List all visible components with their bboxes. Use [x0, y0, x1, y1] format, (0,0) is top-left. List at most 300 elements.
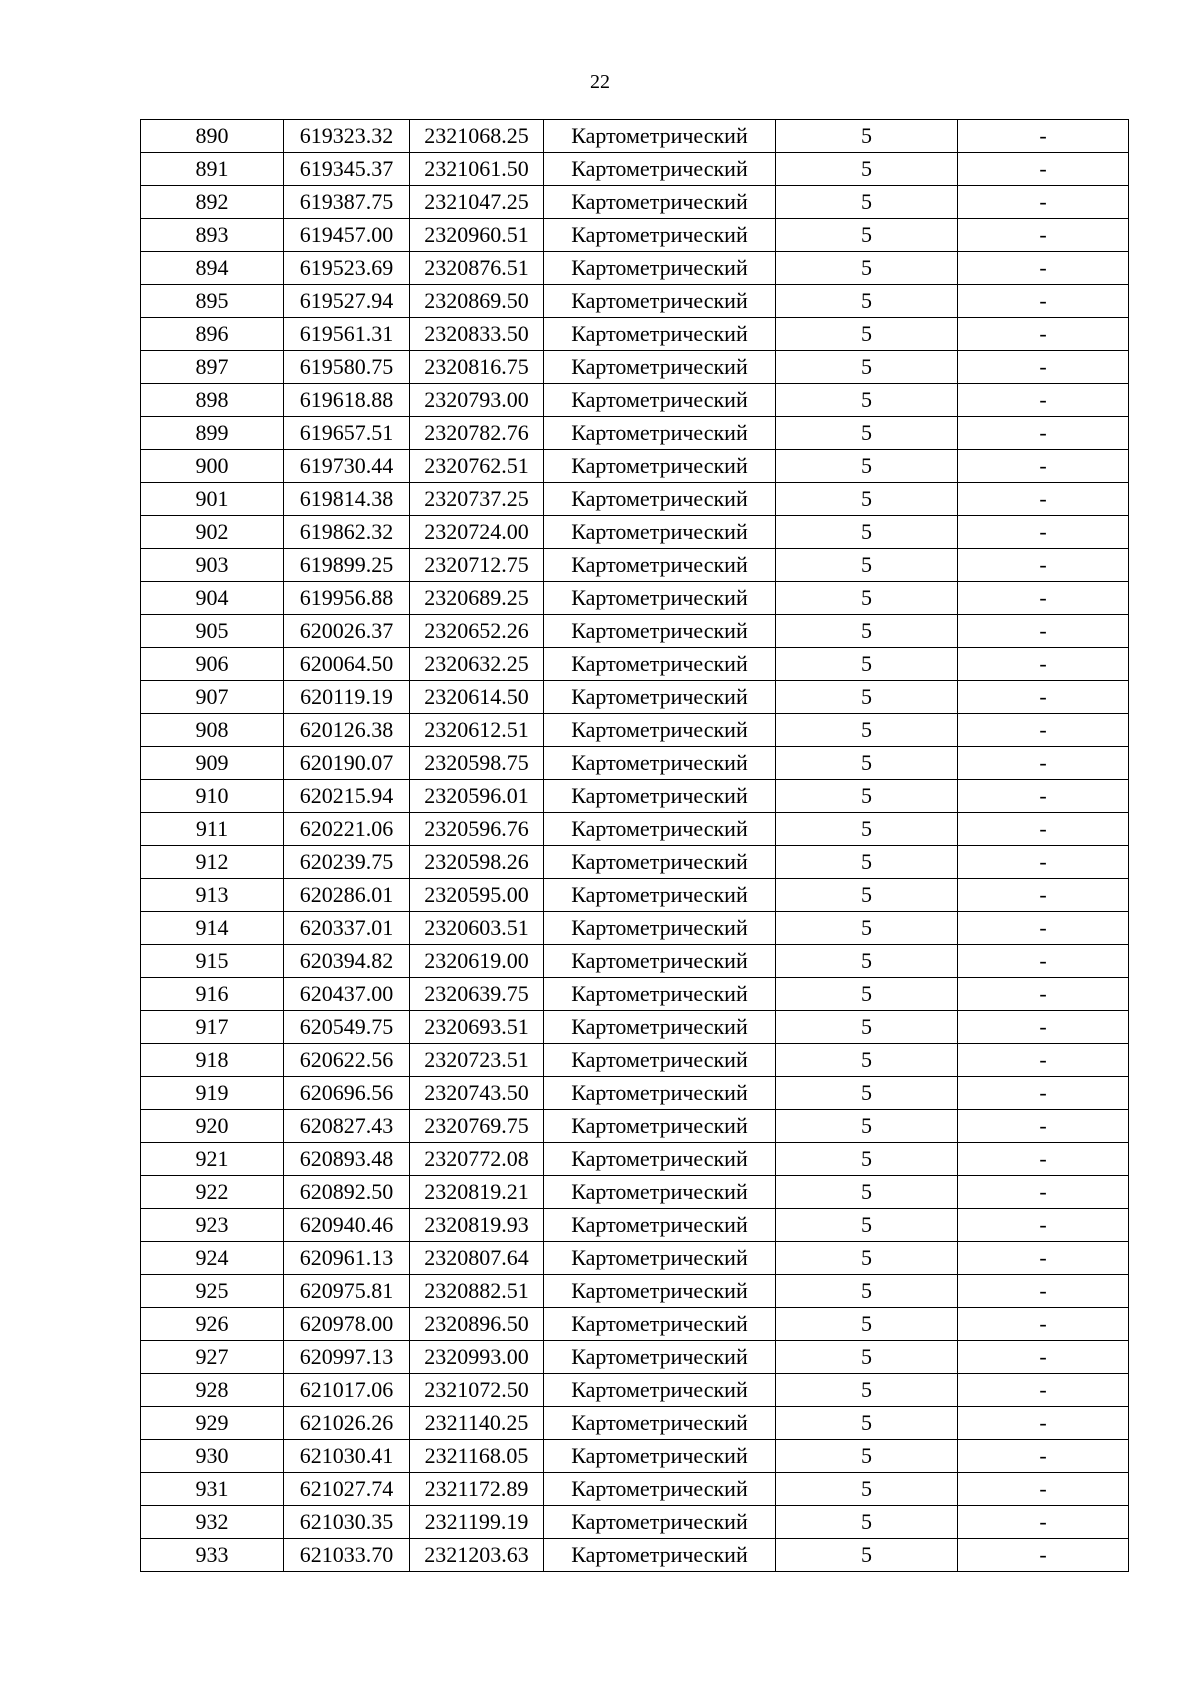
description-cell: - — [958, 582, 1129, 615]
description-cell: - — [958, 384, 1129, 417]
description-cell: - — [958, 318, 1129, 351]
method-cell: Картометрический — [544, 120, 776, 153]
accuracy-cell: 5 — [776, 1077, 958, 1110]
x-coordinate-cell: 619956.88 — [284, 582, 410, 615]
point-number-cell: 891 — [141, 153, 284, 186]
method-cell: Картометрический — [544, 1539, 776, 1572]
point-number-cell: 929 — [141, 1407, 284, 1440]
table-row — [141, 681, 1129, 714]
point-number-cell: 918 — [141, 1044, 284, 1077]
accuracy-cell: 5 — [776, 153, 958, 186]
y-coordinate-cell: 2321199.19 — [410, 1506, 544, 1539]
y-coordinate-cell: 2320596.01 — [410, 780, 544, 813]
accuracy-cell: 5 — [776, 747, 958, 780]
accuracy-cell: 5 — [776, 780, 958, 813]
table-row — [141, 351, 1129, 384]
x-coordinate-cell: 621026.26 — [284, 1407, 410, 1440]
y-coordinate-cell: 2320712.75 — [410, 549, 544, 582]
x-coordinate-cell: 621027.74 — [284, 1473, 410, 1506]
description-cell: - — [958, 1308, 1129, 1341]
x-coordinate-cell: 619523.69 — [284, 252, 410, 285]
method-cell: Картометрический — [544, 318, 776, 351]
accuracy-cell: 5 — [776, 1176, 958, 1209]
y-coordinate-cell: 2320882.51 — [410, 1275, 544, 1308]
table-row — [141, 384, 1129, 417]
y-coordinate-cell: 2321047.25 — [410, 186, 544, 219]
point-number-cell: 899 — [141, 417, 284, 450]
y-coordinate-cell: 2320896.50 — [410, 1308, 544, 1341]
y-coordinate-cell: 2320693.51 — [410, 1011, 544, 1044]
method-cell: Картометрический — [544, 516, 776, 549]
y-coordinate-cell: 2320595.00 — [410, 879, 544, 912]
accuracy-cell: 5 — [776, 681, 958, 714]
method-cell: Картометрический — [544, 1209, 776, 1242]
x-coordinate-cell: 620221.06 — [284, 813, 410, 846]
coordinates-table-body — [141, 120, 1129, 1572]
method-cell: Картометрический — [544, 978, 776, 1011]
table-row — [141, 1539, 1129, 1572]
y-coordinate-cell: 2320596.76 — [410, 813, 544, 846]
point-number-cell: 909 — [141, 747, 284, 780]
point-number-cell: 903 — [141, 549, 284, 582]
y-coordinate-cell: 2320652.26 — [410, 615, 544, 648]
method-cell: Картометрический — [544, 1374, 776, 1407]
point-number-cell: 908 — [141, 714, 284, 747]
x-coordinate-cell: 620622.56 — [284, 1044, 410, 1077]
method-cell: Картометрический — [544, 714, 776, 747]
x-coordinate-cell: 619657.51 — [284, 417, 410, 450]
description-cell: - — [958, 1077, 1129, 1110]
table-row — [141, 318, 1129, 351]
description-cell: - — [958, 1176, 1129, 1209]
table-row — [141, 186, 1129, 219]
accuracy-cell: 5 — [776, 1275, 958, 1308]
method-cell: Картометрический — [544, 615, 776, 648]
description-cell: - — [958, 780, 1129, 813]
point-number-cell: 927 — [141, 1341, 284, 1374]
table-row — [141, 813, 1129, 846]
description-cell: - — [958, 681, 1129, 714]
y-coordinate-cell: 2320793.00 — [410, 384, 544, 417]
method-cell: Картометрический — [544, 1044, 776, 1077]
description-cell: - — [958, 1275, 1129, 1308]
y-coordinate-cell: 2321172.89 — [410, 1473, 544, 1506]
y-coordinate-cell: 2320876.51 — [410, 252, 544, 285]
method-cell: Картометрический — [544, 1308, 776, 1341]
method-cell: Картометрический — [544, 1473, 776, 1506]
x-coordinate-cell: 620549.75 — [284, 1011, 410, 1044]
method-cell: Картометрический — [544, 879, 776, 912]
accuracy-cell: 5 — [776, 846, 958, 879]
accuracy-cell: 5 — [776, 285, 958, 318]
point-number-cell: 911 — [141, 813, 284, 846]
y-coordinate-cell: 2320598.75 — [410, 747, 544, 780]
y-coordinate-cell: 2320993.00 — [410, 1341, 544, 1374]
y-coordinate-cell: 2320639.75 — [410, 978, 544, 1011]
description-cell: - — [958, 1242, 1129, 1275]
table-row — [141, 219, 1129, 252]
table-row — [141, 417, 1129, 450]
point-number-cell: 910 — [141, 780, 284, 813]
accuracy-cell: 5 — [776, 813, 958, 846]
method-cell: Картометрический — [544, 1176, 776, 1209]
x-coordinate-cell: 619580.75 — [284, 351, 410, 384]
method-cell: Картометрический — [544, 846, 776, 879]
point-number-cell: 916 — [141, 978, 284, 1011]
x-coordinate-cell: 620337.01 — [284, 912, 410, 945]
description-cell: - — [958, 186, 1129, 219]
point-number-cell: 904 — [141, 582, 284, 615]
accuracy-cell: 5 — [776, 945, 958, 978]
method-cell: Картометрический — [544, 582, 776, 615]
method-cell: Картометрический — [544, 1143, 776, 1176]
table-row — [141, 1473, 1129, 1506]
x-coordinate-cell: 620893.48 — [284, 1143, 410, 1176]
description-cell: - — [958, 714, 1129, 747]
description-cell: - — [958, 1011, 1129, 1044]
y-coordinate-cell: 2320612.51 — [410, 714, 544, 747]
accuracy-cell: 5 — [776, 879, 958, 912]
table-row — [141, 978, 1129, 1011]
description-cell: - — [958, 1440, 1129, 1473]
table-row — [141, 747, 1129, 780]
table-row — [141, 516, 1129, 549]
point-number-cell: 907 — [141, 681, 284, 714]
page-number: 22 — [590, 71, 610, 93]
x-coordinate-cell: 619457.00 — [284, 219, 410, 252]
point-number-cell: 906 — [141, 648, 284, 681]
description-cell: - — [958, 1341, 1129, 1374]
x-coordinate-cell: 620286.01 — [284, 879, 410, 912]
method-cell: Картометрический — [544, 450, 776, 483]
point-number-cell: 893 — [141, 219, 284, 252]
accuracy-cell: 5 — [776, 549, 958, 582]
method-cell: Картометрический — [544, 549, 776, 582]
x-coordinate-cell: 619814.38 — [284, 483, 410, 516]
description-cell: - — [958, 549, 1129, 582]
method-cell: Картометрический — [544, 252, 776, 285]
table-row — [141, 1308, 1129, 1341]
accuracy-cell: 5 — [776, 384, 958, 417]
method-cell: Картометрический — [544, 1506, 776, 1539]
accuracy-cell: 5 — [776, 417, 958, 450]
accuracy-cell: 5 — [776, 252, 958, 285]
point-number-cell: 900 — [141, 450, 284, 483]
description-cell: - — [958, 153, 1129, 186]
y-coordinate-cell: 2320960.51 — [410, 219, 544, 252]
y-coordinate-cell: 2321072.50 — [410, 1374, 544, 1407]
description-cell: - — [958, 1044, 1129, 1077]
x-coordinate-cell: 619730.44 — [284, 450, 410, 483]
x-coordinate-cell: 620026.37 — [284, 615, 410, 648]
x-coordinate-cell: 620975.81 — [284, 1275, 410, 1308]
point-number-cell: 933 — [141, 1539, 284, 1572]
table-row — [141, 945, 1129, 978]
description-cell: - — [958, 945, 1129, 978]
y-coordinate-cell: 2320772.08 — [410, 1143, 544, 1176]
method-cell: Картометрический — [544, 219, 776, 252]
accuracy-cell: 5 — [776, 1374, 958, 1407]
accuracy-cell: 5 — [776, 1407, 958, 1440]
description-cell: - — [958, 615, 1129, 648]
method-cell: Картометрический — [544, 285, 776, 318]
table-row — [141, 1407, 1129, 1440]
x-coordinate-cell: 619323.32 — [284, 120, 410, 153]
point-number-cell: 912 — [141, 846, 284, 879]
method-cell: Картометрический — [544, 417, 776, 450]
point-number-cell: 915 — [141, 945, 284, 978]
x-coordinate-cell: 620892.50 — [284, 1176, 410, 1209]
description-cell: - — [958, 516, 1129, 549]
description-cell: - — [958, 1539, 1129, 1572]
table-row — [141, 252, 1129, 285]
table-row — [141, 615, 1129, 648]
x-coordinate-cell: 619899.25 — [284, 549, 410, 582]
table-row — [141, 912, 1129, 945]
table-row — [141, 846, 1129, 879]
description-cell: - — [958, 483, 1129, 516]
method-cell: Картометрический — [544, 813, 776, 846]
description-cell: - — [958, 1407, 1129, 1440]
method-cell: Картометрический — [544, 1110, 776, 1143]
table-row — [141, 285, 1129, 318]
y-coordinate-cell: 2320598.26 — [410, 846, 544, 879]
accuracy-cell: 5 — [776, 1506, 958, 1539]
method-cell: Картометрический — [544, 747, 776, 780]
x-coordinate-cell: 621030.35 — [284, 1506, 410, 1539]
point-number-cell: 922 — [141, 1176, 284, 1209]
description-cell: - — [958, 450, 1129, 483]
point-number-cell: 895 — [141, 285, 284, 318]
table-row — [141, 1011, 1129, 1044]
table-row — [141, 450, 1129, 483]
table-row — [141, 1506, 1129, 1539]
table-row — [141, 1176, 1129, 1209]
accuracy-cell: 5 — [776, 714, 958, 747]
point-number-cell: 902 — [141, 516, 284, 549]
table-row — [141, 1341, 1129, 1374]
x-coordinate-cell: 621017.06 — [284, 1374, 410, 1407]
accuracy-cell: 5 — [776, 1341, 958, 1374]
x-coordinate-cell: 620961.13 — [284, 1242, 410, 1275]
description-cell: - — [958, 1110, 1129, 1143]
accuracy-cell: 5 — [776, 516, 958, 549]
point-number-cell: 921 — [141, 1143, 284, 1176]
point-number-cell: 917 — [141, 1011, 284, 1044]
description-cell: - — [958, 252, 1129, 285]
point-number-cell: 901 — [141, 483, 284, 516]
table-row — [141, 582, 1129, 615]
point-number-cell: 925 — [141, 1275, 284, 1308]
description-cell: - — [958, 1209, 1129, 1242]
accuracy-cell: 5 — [776, 1539, 958, 1572]
point-number-cell: 923 — [141, 1209, 284, 1242]
y-coordinate-cell: 2320869.50 — [410, 285, 544, 318]
y-coordinate-cell: 2321061.50 — [410, 153, 544, 186]
y-coordinate-cell: 2320724.00 — [410, 516, 544, 549]
table-row — [141, 1440, 1129, 1473]
accuracy-cell: 5 — [776, 1143, 958, 1176]
table-row — [141, 879, 1129, 912]
x-coordinate-cell: 620064.50 — [284, 648, 410, 681]
point-number-cell: 896 — [141, 318, 284, 351]
x-coordinate-cell: 620126.38 — [284, 714, 410, 747]
description-cell: - — [958, 417, 1129, 450]
method-cell: Картометрический — [544, 1011, 776, 1044]
description-cell: - — [958, 648, 1129, 681]
accuracy-cell: 5 — [776, 318, 958, 351]
accuracy-cell: 5 — [776, 450, 958, 483]
method-cell: Картометрический — [544, 681, 776, 714]
y-coordinate-cell: 2320819.21 — [410, 1176, 544, 1209]
coordinates-table — [140, 119, 1129, 1572]
accuracy-cell: 5 — [776, 351, 958, 384]
accuracy-cell: 5 — [776, 582, 958, 615]
x-coordinate-cell: 619387.75 — [284, 186, 410, 219]
description-cell: - — [958, 120, 1129, 153]
accuracy-cell: 5 — [776, 912, 958, 945]
y-coordinate-cell: 2321203.63 — [410, 1539, 544, 1572]
description-cell: - — [958, 219, 1129, 252]
description-cell: - — [958, 912, 1129, 945]
method-cell: Картометрический — [544, 780, 776, 813]
description-cell: - — [958, 1143, 1129, 1176]
y-coordinate-cell: 2320619.00 — [410, 945, 544, 978]
method-cell: Картометрический — [544, 1407, 776, 1440]
x-coordinate-cell: 621033.70 — [284, 1539, 410, 1572]
y-coordinate-cell: 2320723.51 — [410, 1044, 544, 1077]
y-coordinate-cell: 2320819.93 — [410, 1209, 544, 1242]
accuracy-cell: 5 — [776, 1011, 958, 1044]
accuracy-cell: 5 — [776, 483, 958, 516]
accuracy-cell: 5 — [776, 648, 958, 681]
method-cell: Картометрический — [544, 1275, 776, 1308]
method-cell: Картометрический — [544, 186, 776, 219]
method-cell: Картометрический — [544, 153, 776, 186]
y-coordinate-cell: 2320614.50 — [410, 681, 544, 714]
x-coordinate-cell: 620978.00 — [284, 1308, 410, 1341]
accuracy-cell: 5 — [776, 1110, 958, 1143]
point-number-cell: 920 — [141, 1110, 284, 1143]
description-cell: - — [958, 747, 1129, 780]
table-row — [141, 1242, 1129, 1275]
table-row — [141, 1275, 1129, 1308]
point-number-cell: 928 — [141, 1374, 284, 1407]
point-number-cell: 919 — [141, 1077, 284, 1110]
y-coordinate-cell: 2320743.50 — [410, 1077, 544, 1110]
accuracy-cell: 5 — [776, 1044, 958, 1077]
table-row — [141, 549, 1129, 582]
y-coordinate-cell: 2320807.64 — [410, 1242, 544, 1275]
description-cell: - — [958, 978, 1129, 1011]
y-coordinate-cell: 2320632.25 — [410, 648, 544, 681]
accuracy-cell: 5 — [776, 1308, 958, 1341]
method-cell: Картометрический — [544, 384, 776, 417]
point-number-cell: 890 — [141, 120, 284, 153]
method-cell: Картометрический — [544, 945, 776, 978]
accuracy-cell: 5 — [776, 1440, 958, 1473]
y-coordinate-cell: 2321068.25 — [410, 120, 544, 153]
table-row — [141, 153, 1129, 186]
method-cell: Картометрический — [544, 648, 776, 681]
point-number-cell: 926 — [141, 1308, 284, 1341]
point-number-cell: 914 — [141, 912, 284, 945]
x-coordinate-cell: 620215.94 — [284, 780, 410, 813]
y-coordinate-cell: 2320833.50 — [410, 318, 544, 351]
y-coordinate-cell: 2320769.75 — [410, 1110, 544, 1143]
accuracy-cell: 5 — [776, 1473, 958, 1506]
point-number-cell: 932 — [141, 1506, 284, 1539]
y-coordinate-cell: 2320816.75 — [410, 351, 544, 384]
description-cell: - — [958, 351, 1129, 384]
accuracy-cell: 5 — [776, 186, 958, 219]
x-coordinate-cell: 620437.00 — [284, 978, 410, 1011]
method-cell: Картометрический — [544, 1341, 776, 1374]
accuracy-cell: 5 — [776, 120, 958, 153]
table-row — [141, 780, 1129, 813]
description-cell: - — [958, 813, 1129, 846]
table-row — [141, 648, 1129, 681]
y-coordinate-cell: 2320782.76 — [410, 417, 544, 450]
point-number-cell: 924 — [141, 1242, 284, 1275]
table-row — [141, 1077, 1129, 1110]
point-number-cell: 897 — [141, 351, 284, 384]
point-number-cell: 931 — [141, 1473, 284, 1506]
x-coordinate-cell: 621030.41 — [284, 1440, 410, 1473]
x-coordinate-cell: 620997.13 — [284, 1341, 410, 1374]
x-coordinate-cell: 620119.19 — [284, 681, 410, 714]
description-cell: - — [958, 846, 1129, 879]
description-cell: - — [958, 879, 1129, 912]
description-cell: - — [958, 1374, 1129, 1407]
point-number-cell: 894 — [141, 252, 284, 285]
x-coordinate-cell: 620696.56 — [284, 1077, 410, 1110]
x-coordinate-cell: 620940.46 — [284, 1209, 410, 1242]
method-cell: Картометрический — [544, 1440, 776, 1473]
x-coordinate-cell: 619618.88 — [284, 384, 410, 417]
description-cell: - — [958, 1473, 1129, 1506]
method-cell: Картометрический — [544, 912, 776, 945]
point-number-cell: 913 — [141, 879, 284, 912]
accuracy-cell: 5 — [776, 615, 958, 648]
point-number-cell: 930 — [141, 1440, 284, 1473]
point-number-cell: 905 — [141, 615, 284, 648]
table-row — [141, 1209, 1129, 1242]
table-row — [141, 483, 1129, 516]
x-coordinate-cell: 619862.32 — [284, 516, 410, 549]
table-row — [141, 1110, 1129, 1143]
x-coordinate-cell: 619527.94 — [284, 285, 410, 318]
table-row — [141, 1044, 1129, 1077]
point-number-cell: 898 — [141, 384, 284, 417]
method-cell: Картометрический — [544, 1077, 776, 1110]
y-coordinate-cell: 2320689.25 — [410, 582, 544, 615]
x-coordinate-cell: 619561.31 — [284, 318, 410, 351]
table-row — [141, 120, 1129, 153]
y-coordinate-cell: 2321140.25 — [410, 1407, 544, 1440]
method-cell: Картометрический — [544, 351, 776, 384]
table-row — [141, 1374, 1129, 1407]
y-coordinate-cell: 2320603.51 — [410, 912, 544, 945]
x-coordinate-cell: 620394.82 — [284, 945, 410, 978]
y-coordinate-cell: 2320762.51 — [410, 450, 544, 483]
method-cell: Картометрический — [544, 1242, 776, 1275]
accuracy-cell: 5 — [776, 1209, 958, 1242]
table-row — [141, 714, 1129, 747]
description-cell: - — [958, 1506, 1129, 1539]
accuracy-cell: 5 — [776, 219, 958, 252]
description-cell: - — [958, 285, 1129, 318]
